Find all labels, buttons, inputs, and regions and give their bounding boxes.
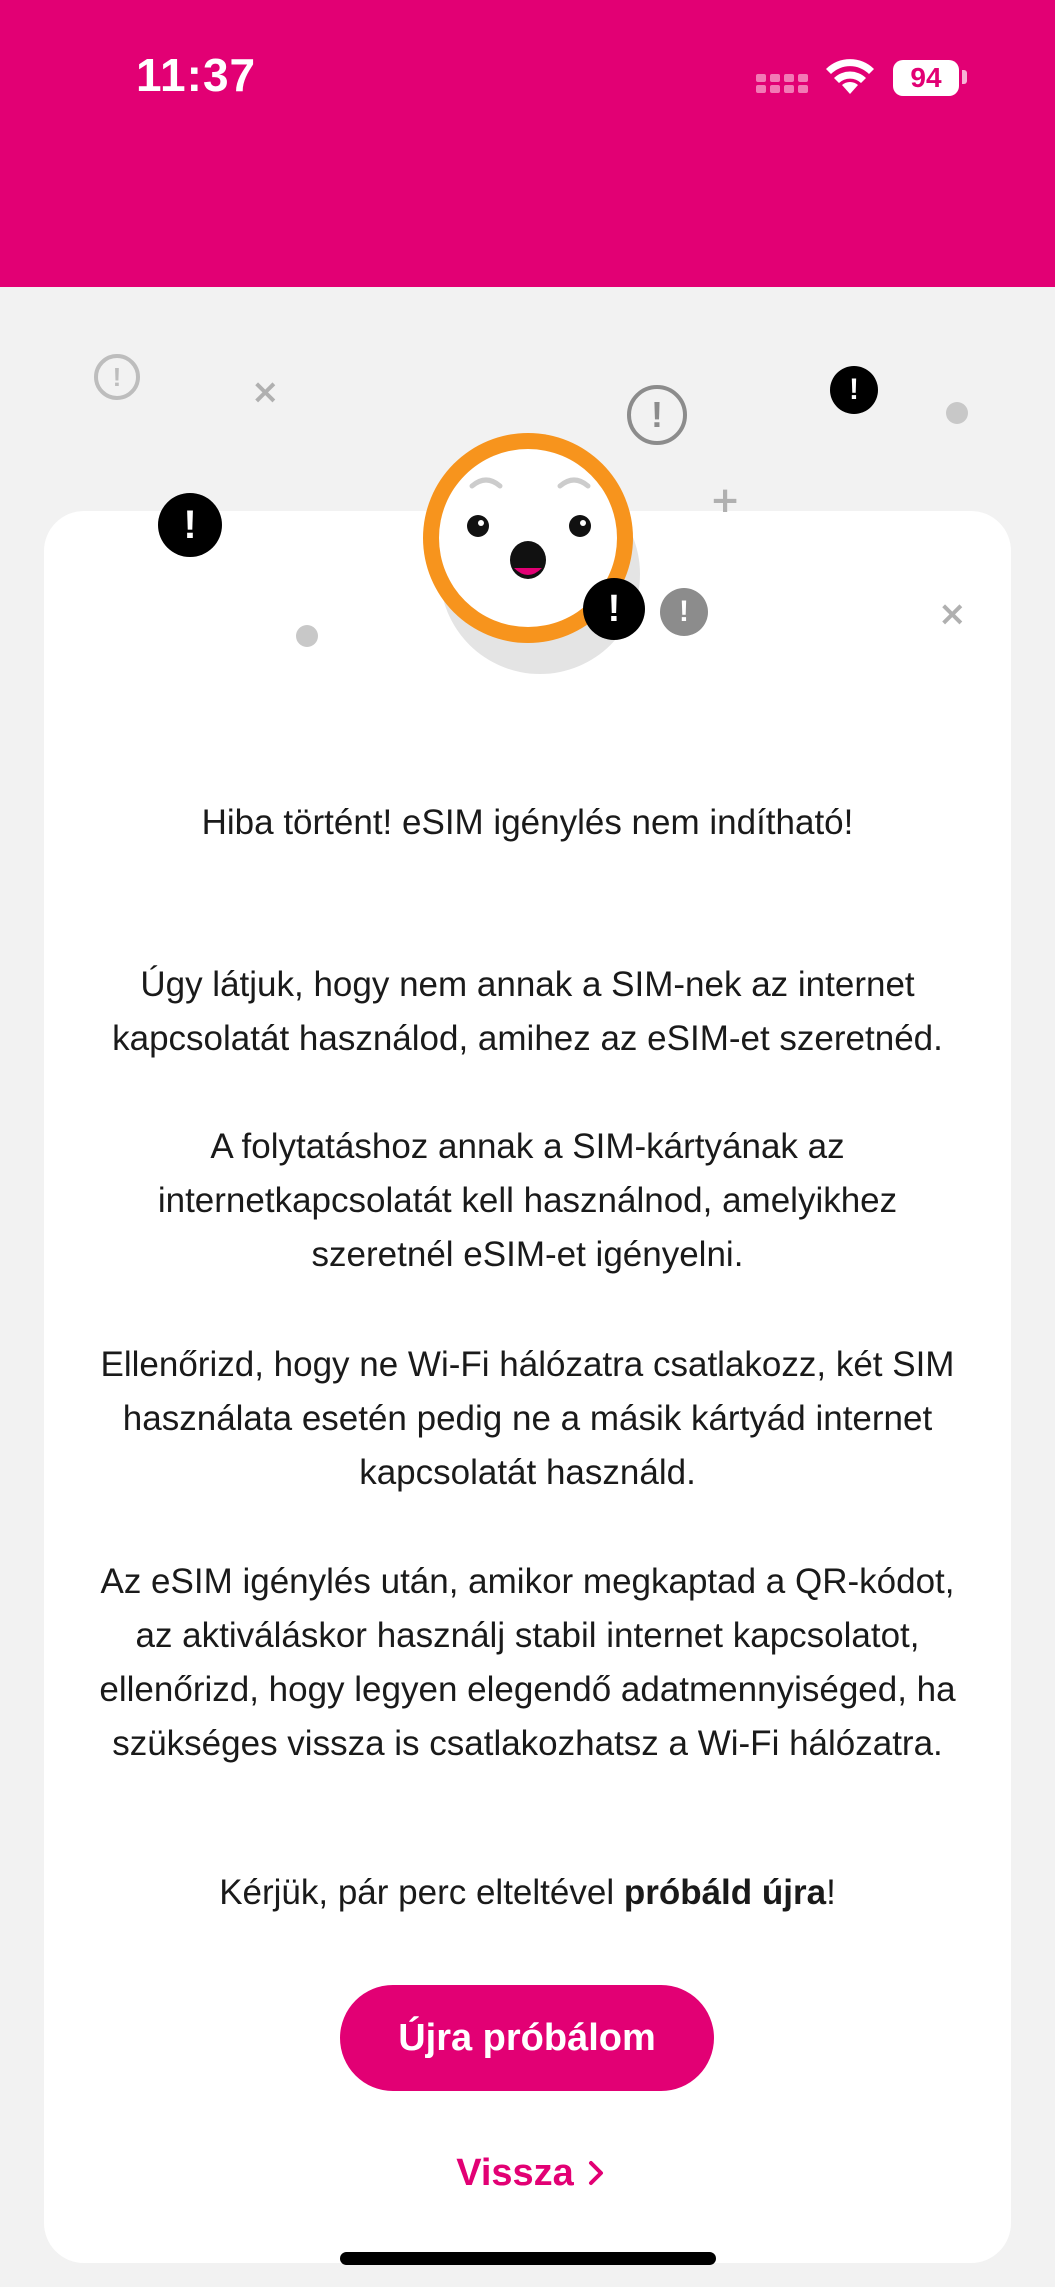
chevron-right-icon [588,2159,604,2187]
info-paragraph-4: Az eSIM igénylés után, amikor megkaptad a QR-kódot, az aktiváláskor használj stabil internet kapcsolatot, ellenőrizd, hogy legyen elegendő adatmennyiséged, ha szükséges vissza is csatlakozhatsz a Wi-Fi hálózatra. [99,1562,956,1763]
app-header [0,0,1055,287]
wifi-icon [824,56,876,96]
battery-tip [962,70,967,84]
exclamation-outline-icon: ! [94,354,140,400]
info-paragraph-2: A folytatáshoz annak a SIM-kártyának az internetkapcsolatát kell használnod, amelyikhez szeretnél eSIM-et igényelni. [157,1127,898,1274]
dot-decoration [296,625,318,647]
info-paragraph-1: Úgy látjuk, hogy nem annak a SIM-nek az internet kapcsolatát használod, amihez az eSIM-et szeretnéd. [112,965,943,1058]
back-link[interactable] [430,2148,630,2198]
retry-button[interactable]: Újra próbálom [340,1985,714,2091]
signal-icon [756,70,810,96]
exclamation-outline-icon: ! [627,385,687,445]
retry-hint-bold: próbáld újra [623,1873,827,1912]
cross-decoration: × [251,372,280,412]
home-indicator [340,2252,716,2265]
exclamation-black-icon: ! [830,366,878,414]
back-link-label: Vissza [456,2151,574,2194]
cross-decoration: × [938,594,967,634]
battery-icon: 94 [893,60,959,96]
plus-decoration: + [710,480,741,521]
status-time: 11:37 [136,49,257,101]
retry-hint-prefix: Kérjük, pár perc elteltével [219,1873,624,1912]
retry-hint-suffix: ! [826,1873,836,1912]
exclamation-black-icon: ! [158,493,222,557]
exclamation-gray-icon: ! [660,588,708,636]
error-title: Hiba történt! eSIM igénylés nem indítható! [201,803,854,842]
info-paragraph-3: Ellenőrizd, hogy ne Wi-Fi hálózatra csatlakozz, két SIM használata esetén pedig ne a másik kártyád internet kapcsolatát használd. [100,1345,955,1492]
dot-decoration [946,402,968,424]
retry-hint [90,1866,965,1920]
exclamation-black-icon: ! [583,578,645,640]
